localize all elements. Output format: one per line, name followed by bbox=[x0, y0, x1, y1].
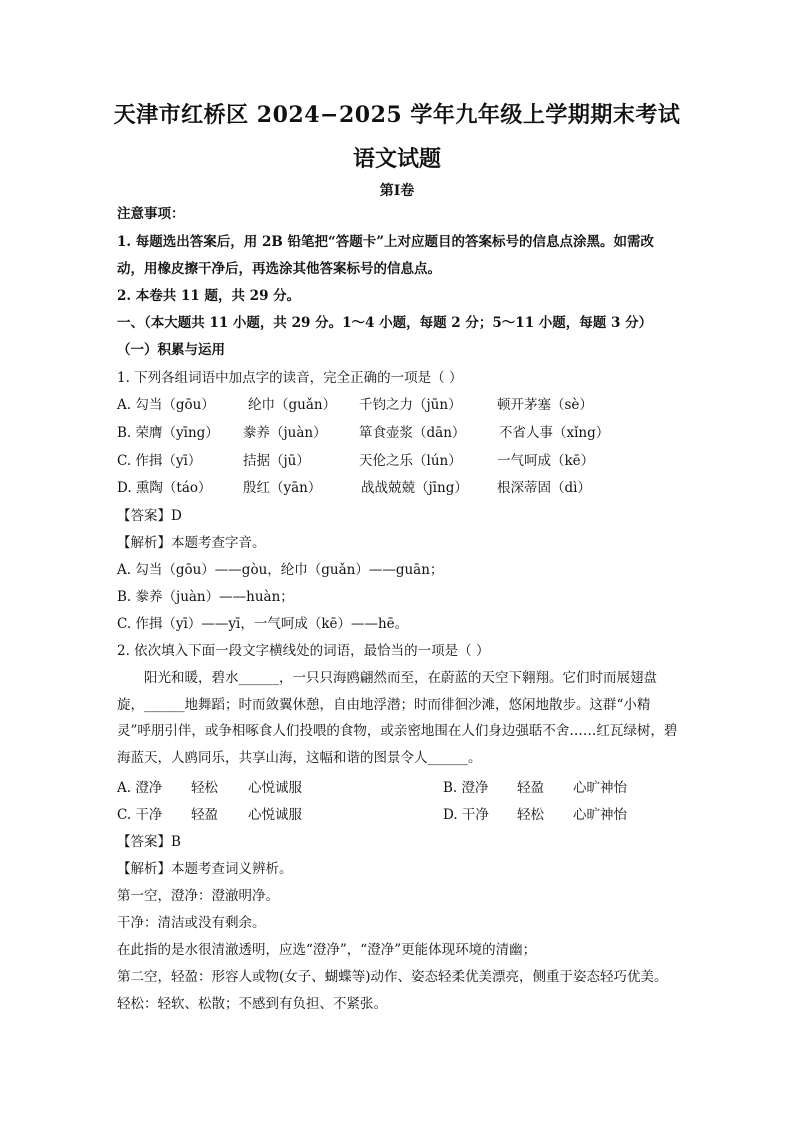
q2-option-b-word-2: 轻盈 bbox=[517, 780, 544, 796]
q1-option-c-word-3: 天伦之乐（lún） bbox=[359, 453, 462, 469]
q2-option-c-word-3: 心悦诚服 bbox=[248, 807, 302, 823]
q2-passage: 阳光和暖，碧水______，一只只海鸥翩然而至，在蔚蓝的天空下翱翔。它们时而展翅盘旋，______地舞蹈；时而敛翼休憩，自由地浮潜；时而徘徊沙滩，悠闲地散步。这群“小精灵”呼朋引伴，或争相啄食人们投喂的食物，或亲密地围在人们身边强聒不舍……红瓦绿树，碧海蓝天，人鸥同乐，共享山海，这幅和谐的图景令人______。 bbox=[117, 670, 678, 766]
q2-option-d-word-2: 轻松 bbox=[517, 807, 544, 823]
q2-explain-1: 第一空，澄净：澄澈明净。 bbox=[117, 888, 279, 904]
q1-option-b-word-3: 箪食壶浆（dān） bbox=[359, 425, 466, 441]
q2-option-d-word-1: D. 干净 bbox=[443, 807, 489, 823]
q2-explain-3: 在此指的是水很清澈透明，应选“澄净”，“澄净”更能体现环境的清幽； bbox=[117, 942, 537, 958]
notice-heading: 注意事项： bbox=[117, 206, 185, 222]
q1-explain-2: B. 豢养（juàn）——huàn； bbox=[117, 589, 294, 605]
q2-stem: 2. 依次填入下面一段文字横线处的词语，最恰当的一项是（ ） bbox=[117, 643, 490, 659]
q1-analysis: 【解析】本题考查字音。 bbox=[117, 535, 266, 551]
q2-option-b-word-3: 心旷神怡 bbox=[573, 780, 627, 796]
exam-subtitle: 语文试题 bbox=[352, 146, 441, 172]
q1-option-d-word-1: D. 熏陶（táo） bbox=[117, 480, 212, 496]
q1-option-b-word-1: B. 荣膺（yīng） bbox=[117, 425, 219, 441]
q1-option-a-word-4: 顿开茅塞（sè） bbox=[497, 397, 593, 413]
q2-option-a-word-1: A. 澄净 bbox=[117, 780, 163, 796]
q2-explain-2: 干净：清洁或没有剩余。 bbox=[117, 915, 266, 931]
q1-option-d-word-2: 殷红（yān） bbox=[243, 480, 322, 496]
q2-option-d-word-3: 心旷神怡 bbox=[573, 807, 627, 823]
section-heading: 一、（本大题共 11 小题，共 29 分。1～4 小题，每题 2 分；5～11 小题，每题 3 分） bbox=[117, 315, 653, 331]
q2-option-b-word-1: B. 澄净 bbox=[443, 780, 489, 796]
q2-option-c-word-2: 轻盈 bbox=[191, 807, 218, 823]
q2-option-a-word-2: 轻松 bbox=[191, 780, 218, 796]
q1-option-d-word-4: 根深蒂固（dì） bbox=[497, 480, 591, 496]
volume-label: 第Ⅰ卷 bbox=[379, 183, 415, 199]
q1-explain-1: A. 勾当（gōu）——gòu，纶巾（guǎn）——guān； bbox=[117, 562, 444, 578]
q2-option-a-word-3: 心悦诚服 bbox=[248, 780, 302, 796]
q2-explain-5: 轻松：轻软、松散；不感到有负担、不紧张。 bbox=[117, 996, 387, 1012]
q1-option-a-word-2: 纶巾（guǎn） bbox=[248, 397, 337, 413]
q2-analysis: 【解析】本题考查词义辨析。 bbox=[117, 861, 293, 877]
q1-option-c-word-1: C. 作揖（yī） bbox=[117, 453, 202, 469]
q1-explain-3: C. 作揖（yī）——yī，一气呵成（kē）——hē。 bbox=[117, 616, 409, 632]
section-sub-heading: （一）积累与运用 bbox=[117, 342, 225, 358]
notice-item-1-line-1: 1. 每题选出答案后，用 2B 铅笔把“答题卡”上对应题目的答案标号的信息点涂黑。如需改 bbox=[117, 234, 655, 250]
q2-answer: 【答案】B bbox=[117, 834, 181, 850]
q1-option-c-word-4: 一气呵成（kē） bbox=[497, 453, 595, 469]
q2-explain-4: 第二空，轻盈：形容人或物(女子、蝴蝶等)动作、姿态轻柔优美漂亮，侧重于姿态轻巧优美。 bbox=[117, 969, 668, 985]
q1-option-b-word-2: 豢养（juàn） bbox=[243, 425, 327, 441]
q2-option-c-word-1: C. 干净 bbox=[117, 807, 163, 823]
q1-option-a-word-1: A. 勾当（gōu） bbox=[117, 397, 215, 413]
q1-option-d-word-3: 战战兢兢（jīng） bbox=[361, 480, 468, 496]
q1-option-c-word-2: 拮据（jū） bbox=[243, 453, 310, 469]
q1-option-a-word-3: 千钧之力（jūn） bbox=[359, 397, 462, 413]
notice-item-2: 2. 本卷共 11 题，共 29 分。 bbox=[117, 288, 301, 304]
q1-option-b-word-4: 不省人事（xǐng） bbox=[499, 425, 610, 441]
q1-answer: 【答案】D bbox=[117, 508, 182, 524]
exam-title: 天津市红桥区 2024−2025 学年九年级上学期期末考试 bbox=[113, 102, 681, 128]
notice-item-1-line-2: 动，用橡皮擦干净后，再选涂其他答案标号的信息点。 bbox=[117, 261, 441, 277]
q1-stem: 1. 下列各组词语中加点字的读音，完全正确的一项是（ ） bbox=[117, 370, 463, 386]
